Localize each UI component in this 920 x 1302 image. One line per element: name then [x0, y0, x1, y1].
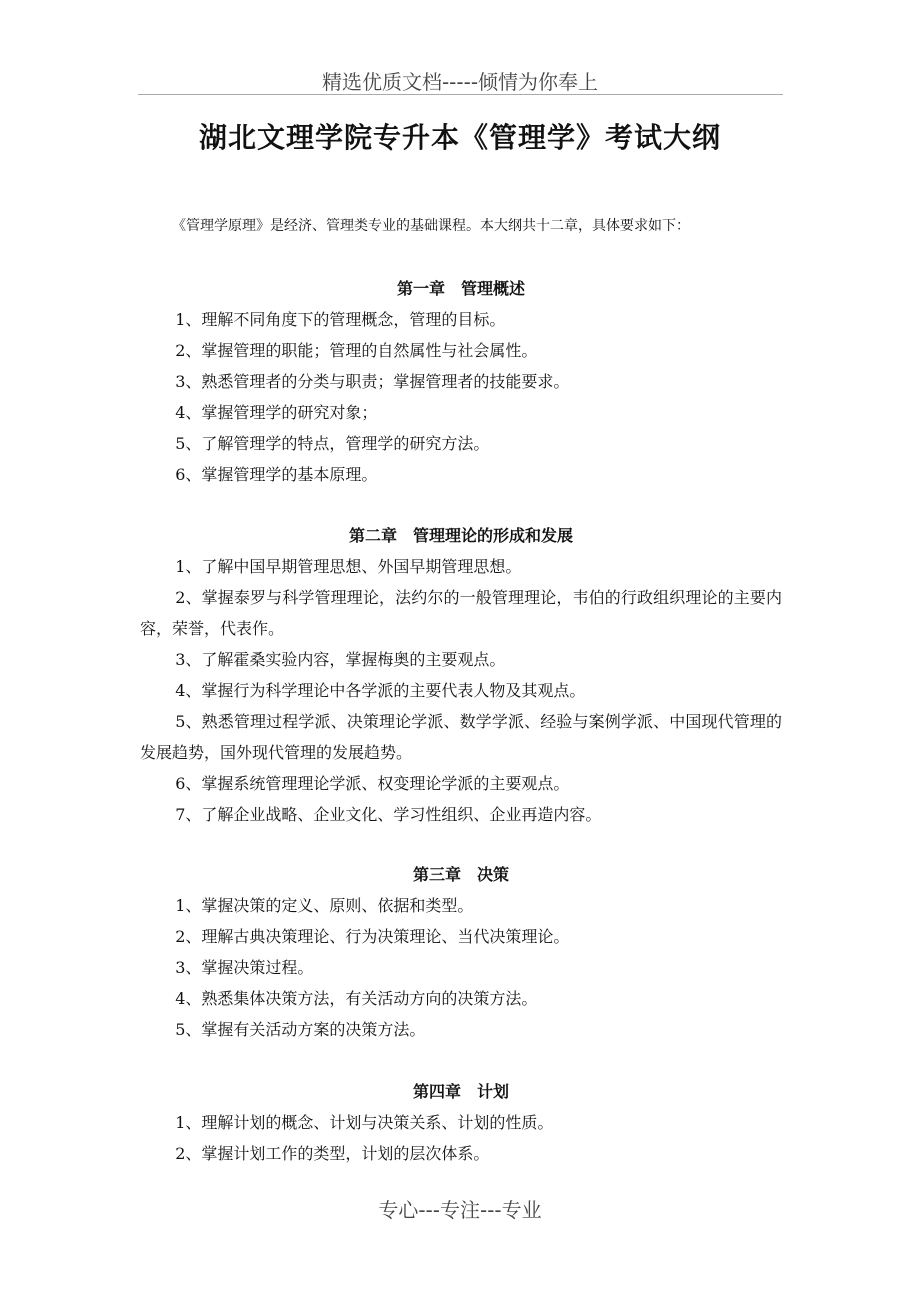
chapter-heading: 第二章 管理理论的形成和发展: [348, 526, 573, 545]
chapter-heading: 第四章 计划: [412, 1082, 509, 1101]
list-item: 1、掌握决策的定义、原则、依据和类型。: [175, 896, 474, 915]
list-item: 1、了解中国早期管理思想、外国早期管理思想。: [175, 557, 522, 576]
list-item: 2、掌握管理的职能；管理的自然属性与社会属性。: [175, 341, 538, 360]
header-divider: [138, 94, 783, 95]
list-item: 5、熟悉管理过程学派、决策理论学派、数学学派、经验与案例学派、中国现代管理的发展趋势，国外现代管理的发展趋势。: [140, 712, 782, 762]
list-item: 4、掌握管理学的研究对象；: [175, 403, 378, 422]
document-title: 湖北文理学院专升本《管理学》考试大纲: [198, 121, 721, 154]
list-item: 2、掌握计划工作的类型，计划的层次体系。: [175, 1144, 490, 1163]
list-item: 4、熟悉集体决策方法，有关活动方向的决策方法。: [175, 989, 538, 1008]
list-item: 5、掌握有关活动方案的决策方法。: [175, 1020, 426, 1039]
list-item: 2、理解古典决策理论、行为决策理论、当代决策理论。: [175, 927, 570, 946]
list-item: 3、掌握决策过程。: [175, 958, 314, 977]
list-item: 3、了解霍桑实验内容，掌握梅奥的主要观点。: [175, 650, 506, 669]
page-footer: 专心---专注---专业: [378, 1198, 542, 1222]
chapter-4: [140, 1076, 782, 1169]
list-item: 2、掌握泰罗与科学管理理论，法约尔的一般管理理论，韦伯的行政组织理论的主要内容，荣誉，代表作。: [140, 588, 782, 638]
list-item: 4、掌握行为科学理论中各学派的主要代表人物及其观点。: [175, 681, 586, 700]
intro-paragraph: 《管理学原理》是经济、管理类专业的基础课程。本大纲共十二章，具体要求如下：: [172, 218, 690, 234]
chapter-3: [140, 859, 782, 1045]
list-item: 6、掌握管理学的基本原理。: [175, 465, 378, 484]
list-item: 3、熟悉管理者的分类与职责；掌握管理者的技能要求。: [175, 372, 570, 391]
chapter-1: [140, 273, 782, 490]
chapter-heading: 第一章 管理概述: [396, 279, 525, 298]
list-item: 7、了解企业战略、企业文化、学习性组织、企业再造内容。: [175, 805, 602, 824]
list-item: 1、理解计划的概念、计划与决策关系、计划的性质。: [175, 1113, 554, 1132]
chapter-2: [140, 520, 782, 830]
list-item: 1、理解不同角度下的管理概念，管理的目标。: [175, 310, 506, 329]
list-item: 6、掌握系统管理理论学派、权变理论学派的主要观点。: [175, 774, 570, 793]
list-item: 5、了解管理学的特点，管理学的研究方法。: [175, 434, 490, 453]
page-header: 精选优质文档-----倾情为你奉上: [321, 70, 599, 94]
chapter-heading: 第三章 决策: [412, 865, 509, 884]
